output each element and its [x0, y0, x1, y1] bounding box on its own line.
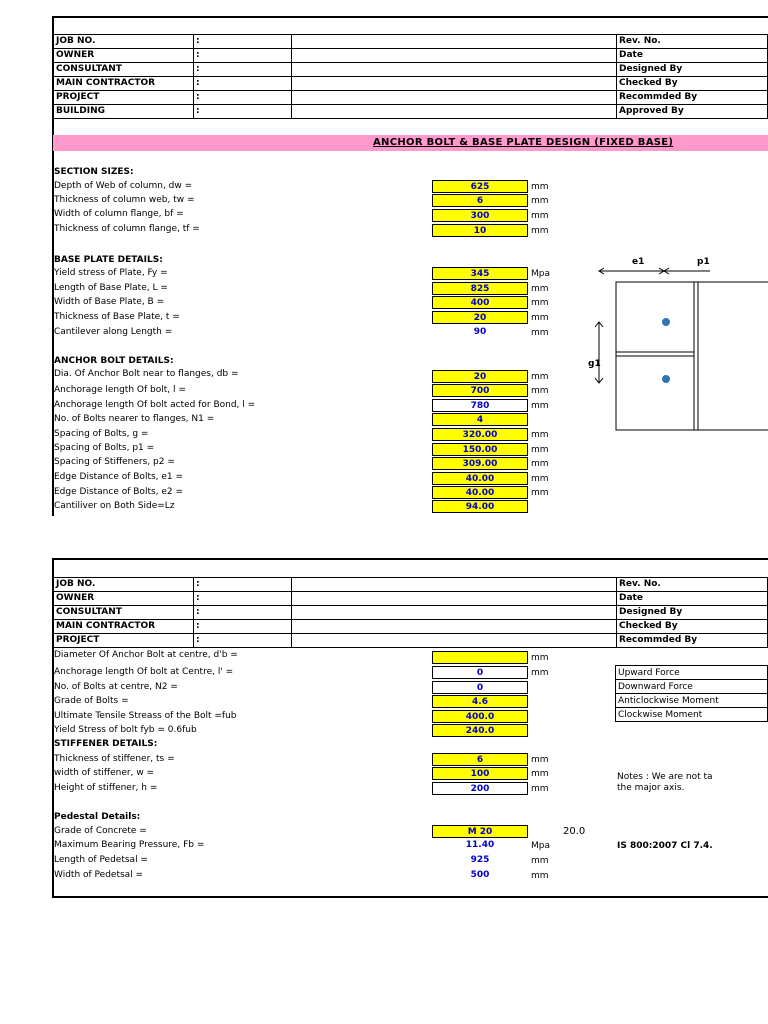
field-label: No. of Bolts nearer to flanges, N1 =: [54, 414, 215, 424]
code-reference: IS 800:2007 Cl 7.4.: [617, 841, 713, 851]
unit-label: mm: [531, 298, 549, 308]
input-cell[interactable]: 20: [432, 311, 528, 324]
header-colon: :: [194, 578, 292, 592]
input-cell[interactable]: 400.0: [432, 710, 528, 723]
header-right-label: Checked By: [617, 620, 768, 634]
field-label: Ultimate Tensile Streass of the Bolt =fub: [54, 711, 237, 721]
input-cell[interactable]: 0: [432, 666, 528, 679]
input-cell[interactable]: 200: [432, 782, 528, 795]
header-colon: :: [194, 77, 292, 91]
header-value-cell[interactable]: [292, 620, 617, 634]
header-label: OWNER: [54, 49, 194, 63]
header-colon: :: [194, 634, 292, 648]
unit-label: mm: [531, 784, 549, 794]
field-label: Edge Distance of Bolts, e1 =: [54, 472, 184, 482]
header-colon: :: [194, 35, 292, 49]
header-colon: :: [194, 620, 292, 634]
section-heading: SECTION SIZES:: [54, 167, 134, 177]
forces-table: [615, 665, 768, 722]
force-label: Downward Force: [616, 680, 768, 694]
field-label: Grade of Concrete =: [54, 826, 147, 836]
computed-value: 925: [470, 855, 490, 865]
field-label: Yield Stress of bolt fyb = 0.6fub: [54, 725, 197, 735]
computed-value: 90: [473, 327, 487, 337]
field-label: Anchorage length Of bolt acted for Bond, l =: [54, 400, 256, 410]
field-label: Thickness of Base Plate, t =: [54, 312, 180, 322]
field-label: Anchorage length Of bolt at Centre, l' =: [54, 667, 234, 677]
input-cell[interactable]: 4.6: [432, 695, 528, 708]
header-label: PROJECT: [54, 634, 194, 648]
header-value-cell[interactable]: [292, 105, 617, 119]
header-value-cell[interactable]: [292, 592, 617, 606]
field-label: Spacing of Stiffeners, p2 =: [54, 457, 175, 467]
input-cell[interactable]: 320.00: [432, 428, 528, 441]
unit-label: mm: [531, 668, 549, 678]
unit-label: mm: [531, 430, 549, 440]
header-value-cell[interactable]: [292, 77, 617, 91]
input-cell[interactable]: 10: [432, 224, 528, 237]
header-right-label: Designed By: [617, 63, 768, 77]
unit-label: mm: [531, 755, 549, 765]
section-heading: Pedestal Details:: [54, 812, 141, 822]
input-cell[interactable]: 700: [432, 384, 528, 397]
header-right-label: Recommded By: [617, 91, 768, 105]
header-label: MAIN CONTRACTOR: [54, 620, 194, 634]
header-row: [54, 606, 768, 620]
unit-label: mm: [531, 284, 549, 294]
field-label: Edge Distance of Bolts, e2 =: [54, 487, 184, 497]
header-colon: :: [194, 592, 292, 606]
diagram-label-e1: e1: [632, 257, 645, 267]
unit-label: mm: [531, 856, 549, 866]
field-label: Width of Base Plate, B =: [54, 297, 165, 307]
section-heading: STIFFENER DETAILS:: [54, 739, 158, 749]
force-label: Upward Force: [616, 666, 768, 680]
field-label: Thickness of column web, tw =: [54, 195, 195, 205]
input-cell[interactable]: 100: [432, 767, 528, 780]
diagram-label-g1: g1: [588, 359, 601, 369]
field-label: Width of column flange, bf =: [54, 209, 184, 219]
field-label: Dia. Of Anchor Bolt near to flanges, db =: [54, 369, 239, 379]
header-row: [54, 620, 768, 634]
input-cell[interactable]: 6: [432, 194, 528, 207]
header-label: BUILDING: [54, 105, 194, 119]
header-row: [54, 77, 768, 91]
input-cell[interactable]: 345: [432, 267, 528, 280]
header-label: CONSULTANT: [54, 606, 194, 620]
input-cell[interactable]: 6: [432, 753, 528, 766]
header-right-label: Recommded By: [617, 634, 768, 648]
unit-label: mm: [531, 211, 549, 221]
header-value-cell[interactable]: [292, 634, 617, 648]
field-label: Depth of Web of column, dw =: [54, 181, 193, 191]
grade-select[interactable]: M 20: [432, 825, 528, 838]
field-label: Diameter Of Anchor Bolt at centre, d'b =: [54, 650, 238, 660]
header-right-label: Date: [617, 592, 768, 606]
header-row: [54, 592, 768, 606]
sheet2-top-border: [52, 558, 768, 560]
field-label: Anchorage length Of bolt, l =: [54, 385, 186, 395]
header-right-label: Checked By: [617, 77, 768, 91]
header-right-label: Rev. No.: [617, 35, 768, 49]
field-label: width of stiffener, w =: [54, 768, 155, 778]
unit-label: mm: [531, 871, 549, 881]
header-row: [54, 63, 768, 77]
header-row: [54, 35, 768, 49]
header-value-cell[interactable]: [292, 606, 617, 620]
unit-label: mm: [531, 386, 549, 396]
unit-label: mm: [531, 196, 549, 206]
input-cell[interactable]: 4: [432, 413, 528, 426]
field-label: Yield stress of Plate, Fy =: [54, 268, 168, 278]
grade-numeric: 20.0: [563, 826, 586, 837]
input-cell[interactable]: 40.00: [432, 486, 528, 499]
section-heading: ANCHOR BOLT DETAILS:: [54, 356, 174, 366]
field-label: Cantilever along Length =: [54, 327, 173, 337]
input-cell[interactable]: [432, 651, 528, 664]
input-cell[interactable]: 0: [432, 681, 528, 694]
header-row: [54, 578, 768, 592]
sheet1-top-border: [52, 16, 768, 18]
header-value-cell[interactable]: [292, 578, 617, 592]
header-row: [54, 634, 768, 648]
base-plate-diagram: [580, 250, 768, 440]
header-value-cell[interactable]: [292, 63, 617, 77]
header-label: OWNER: [54, 592, 194, 606]
field-label: Cantiliver on Both Side=Lz: [54, 501, 175, 511]
input-cell[interactable]: 94.00: [432, 500, 528, 513]
unit-label: mm: [531, 182, 549, 192]
sheet2-bottom-border: [52, 896, 768, 898]
field-label: Grade of Bolts =: [54, 696, 129, 706]
header-value-cell[interactable]: [292, 91, 617, 105]
header-row: [54, 105, 768, 119]
input-cell[interactable]: 780: [432, 399, 528, 412]
unit-label: mm: [531, 401, 549, 411]
input-cell[interactable]: 40.00: [432, 472, 528, 485]
unit-label: mm: [531, 488, 549, 498]
unit-label: mm: [531, 445, 549, 455]
header-label: MAIN CONTRACTOR: [54, 77, 194, 91]
header-label: PROJECT: [54, 91, 194, 105]
input-cell[interactable]: 400: [432, 296, 528, 309]
unit-label: mm: [531, 313, 549, 323]
input-cell[interactable]: 309.00: [432, 457, 528, 470]
unit-label: mm: [531, 653, 549, 663]
section-heading: BASE PLATE DETAILS:: [54, 255, 163, 265]
field-label: Spacing of Bolts, p1 =: [54, 443, 155, 453]
notes-line: Notes : We are not ta: [617, 772, 713, 782]
header-right-label: Rev. No.: [617, 578, 768, 592]
diagram-label-p1: p1: [697, 257, 710, 267]
input-cell[interactable]: 300: [432, 209, 528, 222]
header-colon: :: [194, 105, 292, 119]
field-label: Length of Base Plate, L =: [54, 283, 168, 293]
bolt-icon: [662, 318, 670, 326]
unit-label: mm: [531, 459, 549, 469]
force-label: Clockwise Moment: [616, 708, 768, 722]
unit-label: mm: [531, 769, 549, 779]
notes-line: the major axis.: [617, 783, 685, 793]
header-right-label: Date: [617, 49, 768, 63]
header-label: JOB NO.: [54, 578, 194, 592]
header-right-label: Approved By: [617, 105, 768, 119]
header-colon: :: [194, 63, 292, 77]
header-row: [54, 91, 768, 105]
force-label: Anticlockwise Moment: [616, 694, 768, 708]
header-label: CONSULTANT: [54, 63, 194, 77]
field-label: Maximum Bearing Pressure, Fb =: [54, 840, 205, 850]
computed-value: 500: [470, 870, 490, 880]
unit-label: mm: [531, 474, 549, 484]
header-row: [54, 49, 768, 63]
header-colon: :: [194, 606, 292, 620]
unit-label: mm: [531, 328, 549, 338]
field-label: No. of Bolts at centre, N2 =: [54, 682, 178, 692]
field-label: Height of stiffener, h =: [54, 783, 158, 793]
input-cell[interactable]: 825: [432, 282, 528, 295]
header-value-cell[interactable]: [292, 49, 617, 63]
header-label: JOB NO.: [54, 35, 194, 49]
computed-value: 11.40: [465, 840, 495, 850]
unit-label: mm: [531, 372, 549, 382]
header-colon: :: [194, 91, 292, 105]
page-title: ANCHOR BOLT & BASE PLATE DESIGN (FIXED BASE): [373, 137, 674, 148]
field-label: Thickness of stiffener, ts =: [54, 754, 175, 764]
input-cell[interactable]: 20: [432, 370, 528, 383]
sheet2-header-table: [53, 577, 768, 648]
input-cell[interactable]: 150.00: [432, 443, 528, 456]
sheet1-header-table: [53, 34, 768, 119]
input-cell[interactable]: 240.0: [432, 724, 528, 737]
header-value-cell[interactable]: [292, 35, 617, 49]
field-label: Length of Pedetsal =: [54, 855, 148, 865]
input-cell[interactable]: 625: [432, 180, 528, 193]
header-right-label: Designed By: [617, 606, 768, 620]
unit-label: mm: [531, 226, 549, 236]
unit-label: Mpa: [531, 269, 550, 279]
field-label: Spacing of Bolts, g =: [54, 429, 149, 439]
header-colon: :: [194, 49, 292, 63]
unit-label: Mpa: [531, 841, 550, 851]
field-label: Thickness of column flange, tf =: [54, 224, 200, 234]
bolt-icon: [662, 375, 670, 383]
field-label: Width of Pedetsal =: [54, 870, 144, 880]
